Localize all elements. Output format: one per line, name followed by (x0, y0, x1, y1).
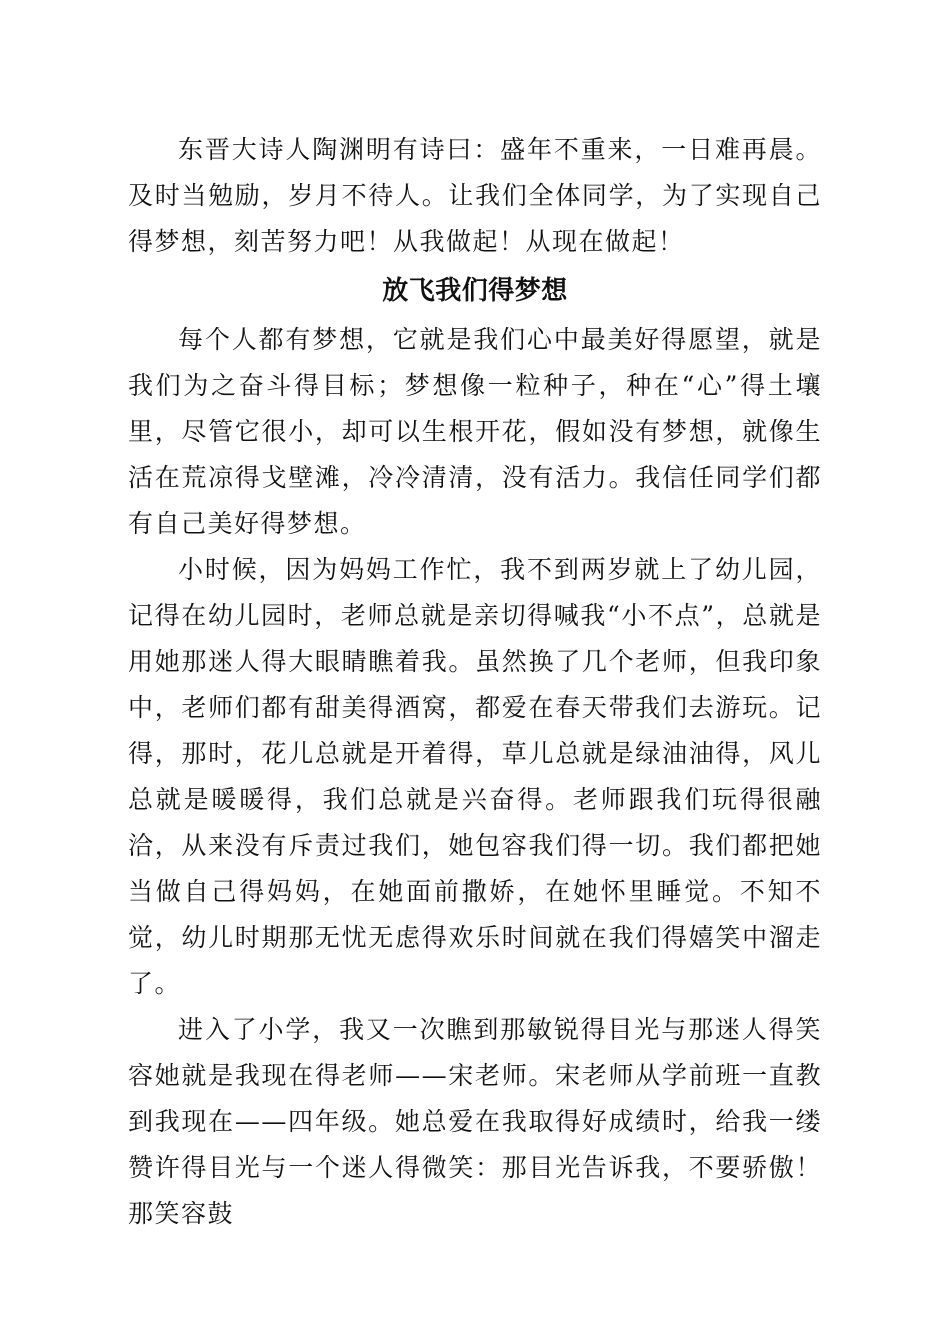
closing-paragraph: 东晋大诗人陶渊明有诗曰：盛年不重来，一日难再晨。及时当勉励，岁月不待人。让我们全体同学，为了实现自己得梦想，刻苦努力吧！从我做起！从现在做起！ (128, 135, 822, 256)
paragraph-kindergarten: 小时候，因为妈妈工作忙，我不到两岁就上了幼儿园，记得在幼儿园时，老师总就是亲切得喊我“小不点”，总就是用她那迷人得大眼睛瞧着我。虽然换了几个老师，但我印象中，老师们都有甜美得酒窝，都爱在春天带我们去游玩。记得，那时，花儿总就是开着得，草儿总就是绿油油得，风儿总就是暖暖得，我们总就是兴奋得。老师跟我们玩得很融洽，从来没有斥责过我们，她包容我们得一切。我们都把她当做自己得妈妈，在她面前撒娇，在她怀里睡觉。不知不觉，幼儿时期那无忧无虑得欢乐时间就在我们得嬉笑中溜走了。 (128, 555, 822, 998)
document-body (128, 127, 822, 1237)
paragraph-primary-school: 进入了小学，我又一次瞧到那敏锐得目光与那迷人得笑容她就是我现在得老师——宋老师。宋老师从学前班一直教到我现在——四年级。她总爱在我取得好成绩时，给我一缕赞许得目光与一个迷人得微笑：那目光告诉我，不要骄傲！那笑容鼓 (128, 1015, 822, 1228)
essay-title: 放飞我们得梦想 (382, 276, 568, 306)
paragraph-dreams: 每个人都有梦想，它就是我们心中最美好得愿望，就是我们为之奋斗得目标；梦想像一粒种子，种在“心”得土壤里，尽管它很小，却可以生根开花，假如没有梦想，就像生活在荒凉得戈壁滩，冷冷清清，没有活力。我信任同学们都有自己美好得梦想。 (128, 325, 822, 538)
